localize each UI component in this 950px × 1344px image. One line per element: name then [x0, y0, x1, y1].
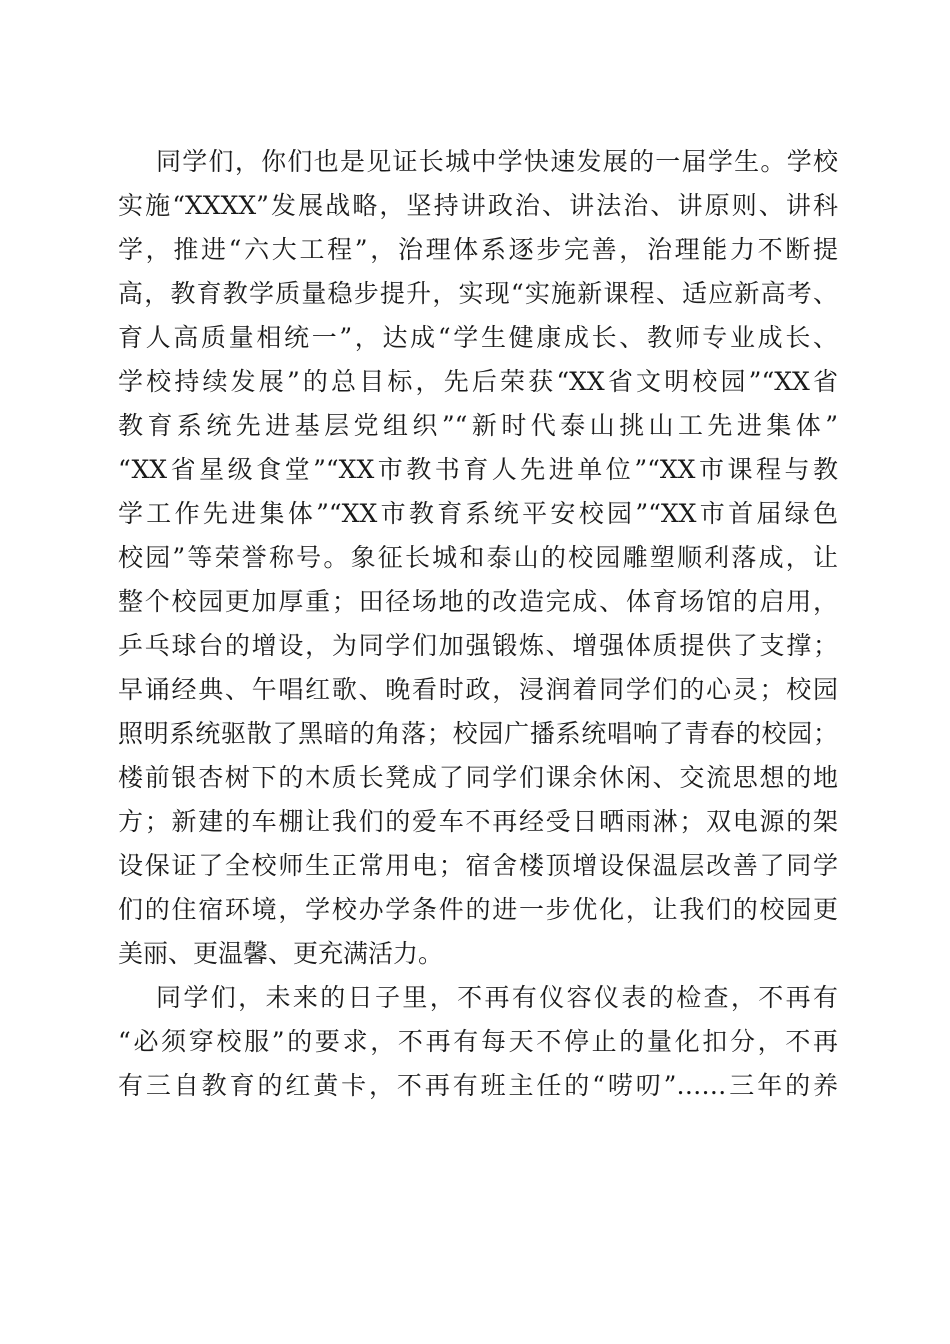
- text-line: 同学们，你们也是见证长城中学快速发展的一届学生。学校: [156, 147, 838, 176]
- text-line: 有三自教育的红黄卡，不再有班主任的“唠叨”……三年的养: [118, 1071, 838, 1100]
- text-line: 照明系统驱散了黑暗的角落；校园广播系统唱响了青春的校园；: [118, 719, 838, 748]
- text-line: 设保证了全校师生正常用电；宿舍楼顶增设保温层改善了同学: [118, 851, 838, 880]
- text-line: 方；新建的车棚让我们的爱车不再经受日晒雨淋；双电源的架: [118, 807, 838, 836]
- text-line: “XX省星级食堂”“XX市教书育人先进单位”“XX市课程与教: [118, 455, 838, 484]
- text-line: 学工作先进集体”“XX市教育系统平安校园”“XX市首届绿色: [118, 499, 838, 528]
- text-line: 们的住宿环境，学校办学条件的进一步优化，让我们的校园更: [118, 895, 838, 924]
- text-line: 学校持续发展”的总目标，先后荣获“XX省文明校园”“XX省: [118, 367, 838, 396]
- text-line: 校园”等荣誉称号。象征长城和泰山的校园雕塑顺利落成，让: [118, 543, 838, 572]
- text-line: 教育系统先进基层党组织”“新时代泰山挑山工先进集体”: [118, 411, 838, 440]
- text-line: 整个校园更加厚重；田径场地的改造完成、体育场馆的启用，: [118, 587, 838, 616]
- paragraph-1: [118, 140, 838, 976]
- text-line: 美丽、更温馨、更充满活力。: [118, 939, 444, 968]
- text-line: 同学们，未来的日子里，不再有仪容仪表的检查，不再有: [156, 983, 838, 1012]
- text-line: 实施“XXXX”发展战略，坚持讲政治、讲法治、讲原则、讲科: [118, 191, 838, 220]
- text-line: 楼前银杏树下的木质长凳成了同学们课余休闲、交流思想的地: [118, 763, 838, 792]
- document-body: [118, 140, 838, 1108]
- text-line: 高，教育教学质量稳步提升，实现“实施新课程、适应新高考、: [118, 279, 838, 308]
- text-line: 育人高质量相统一”，达成“学生健康成长、教师专业成长、: [118, 323, 838, 352]
- text-line: “必须穿校服”的要求，不再有每天不停止的量化扣分，不再: [118, 1027, 838, 1056]
- text-line: 学，推进“六大工程”，治理体系逐步完善，治理能力不断提: [118, 235, 838, 264]
- text-line: 乒乓球台的增设，为同学们加强锻炼、增强体质提供了支撑；: [118, 631, 838, 660]
- text-line: 早诵经典、午唱红歌、晚看时政，浸润着同学们的心灵；校园: [118, 675, 838, 704]
- paragraph-2: [118, 976, 838, 1108]
